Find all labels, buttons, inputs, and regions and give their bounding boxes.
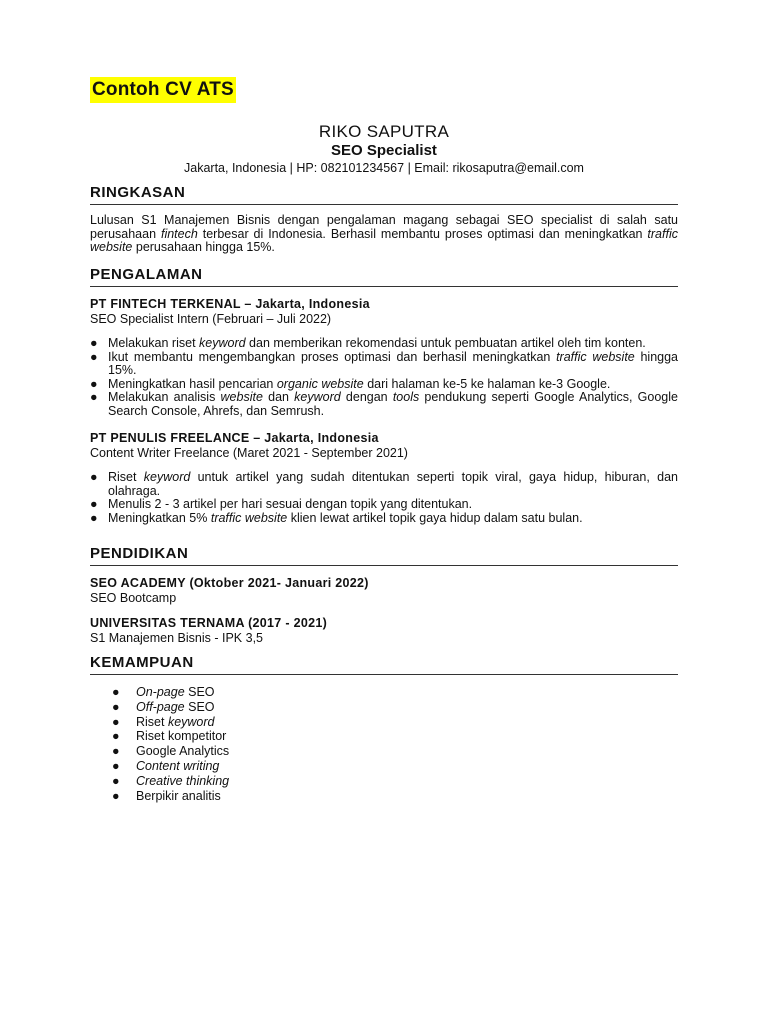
candidate-name: RIKO SAPUTRA <box>318 122 450 141</box>
job-bullets <box>90 337 678 418</box>
education-entry <box>90 616 678 645</box>
list-item: ● Berpikir analitis <box>112 788 221 803</box>
bullet-icon: ● <box>90 470 98 484</box>
list-item: ● Google Analytics <box>112 744 230 759</box>
document-banner: Contoh CV ATS <box>90 77 236 103</box>
bullet-icon: ● <box>112 729 120 744</box>
section-title: PENDIDIKAN <box>90 545 678 566</box>
bullet-icon: ● <box>112 714 120 729</box>
education-detail: SEO Bootcamp <box>90 591 177 605</box>
education-institution: SEO ACADEMY (Oktober 2021- Januari 2022) <box>90 576 369 590</box>
skills-list <box>90 685 678 803</box>
candidate-role: SEO Specialist <box>331 142 437 159</box>
education-section <box>90 545 678 645</box>
list-item: ● Meningkatkan 5% traffic website klien lewat artikel topik gaya hidup dalam satu bulan. <box>90 510 583 525</box>
job-company: PT PENULIS FREELANCE – Jakarta, Indonesia <box>90 431 379 445</box>
bullet-icon: ● <box>112 773 120 788</box>
bullet-icon: ● <box>112 685 120 699</box>
education-detail: S1 Manajemen Bisnis - IPK 3,5 <box>90 631 263 645</box>
list-item: ● Melakukan analisis website dan keyword dengan tools pendukung seperti Google Analytics, Google Search Console, Ahrefs, dan Semrush. <box>90 390 678 418</box>
list-item: ● Creative thinking <box>112 773 230 788</box>
contact-line: Jakarta, Indonesia | HP: 082101234567 | Email: rikosaputra@email.com <box>184 161 584 175</box>
list-item: ● Meningkatkan hasil pencarian organic website dari halaman ke-5 ke halaman ke-3 Google. <box>90 376 611 391</box>
summary-section <box>90 184 678 255</box>
job-position: Content Writer Freelance (Maret 2021 - September 2021) <box>90 446 408 460</box>
job-entry <box>90 431 678 525</box>
education-institution: UNIVERSITAS TERNAMA (2017 - 2021) <box>90 616 328 630</box>
bullet-icon: ● <box>112 788 120 803</box>
section-title: RINGKASAN <box>90 184 678 205</box>
list-item: ● Riset kompetitor <box>112 729 227 744</box>
bullet-icon: ● <box>112 699 120 714</box>
section-title: PENGALAMAN <box>90 266 678 287</box>
job-bullets <box>90 471 678 525</box>
skills-section <box>90 654 678 803</box>
experience-section <box>90 266 678 525</box>
list-item: ● Off-page SEO <box>112 699 215 714</box>
bullet-icon: ● <box>90 376 98 391</box>
bullet-icon: ● <box>112 758 120 773</box>
list-item: ● Menulis 2 - 3 artikel per hari sesuai dengan topik yang ditentukan. <box>90 497 473 511</box>
bullet-icon: ● <box>112 744 120 759</box>
list-item: ● Content writing <box>112 758 220 773</box>
education-entry <box>90 576 678 605</box>
list-item: ● Riset keyword untuk artikel yang sudah ditentukan seperti topik viral, gaya hidup, hiburan, dan olahraga. <box>90 470 678 498</box>
bullet-icon: ● <box>90 510 98 525</box>
list-item: ● Riset keyword <box>112 714 215 729</box>
summary-text: Lulusan S1 Manajemen Bisnis dengan pengalaman magang sebagai SEO specialist di salah satu perusahaan fintech terbesar di Indonesia. Berhasil membantu proses optimasi dan meningkatkan traffic website perusahaan hingga 15%. <box>90 213 678 254</box>
bullet-icon: ● <box>90 336 98 350</box>
bullet-icon: ● <box>90 390 98 404</box>
job-entry <box>90 297 678 418</box>
list-item: ● On-page SEO <box>112 685 215 699</box>
cv-header <box>90 122 678 176</box>
section-title: KEMAMPUAN <box>90 654 678 675</box>
list-item: ● Melakukan riset keyword dan memberikan rekomendasi untuk pembuatan artikel oleh tim konten. <box>90 336 646 350</box>
job-company: PT FINTECH TERKENAL – Jakarta, Indonesia <box>90 297 370 311</box>
list-item: ● Ikut membantu mengembangkan proses optimasi dan berhasil meningkatkan traffic website hingga 15%. <box>90 349 679 377</box>
bullet-icon: ● <box>90 497 98 511</box>
bullet-icon: ● <box>90 349 98 364</box>
job-position: SEO Specialist Intern (Februari – Juli 2022) <box>90 312 332 326</box>
